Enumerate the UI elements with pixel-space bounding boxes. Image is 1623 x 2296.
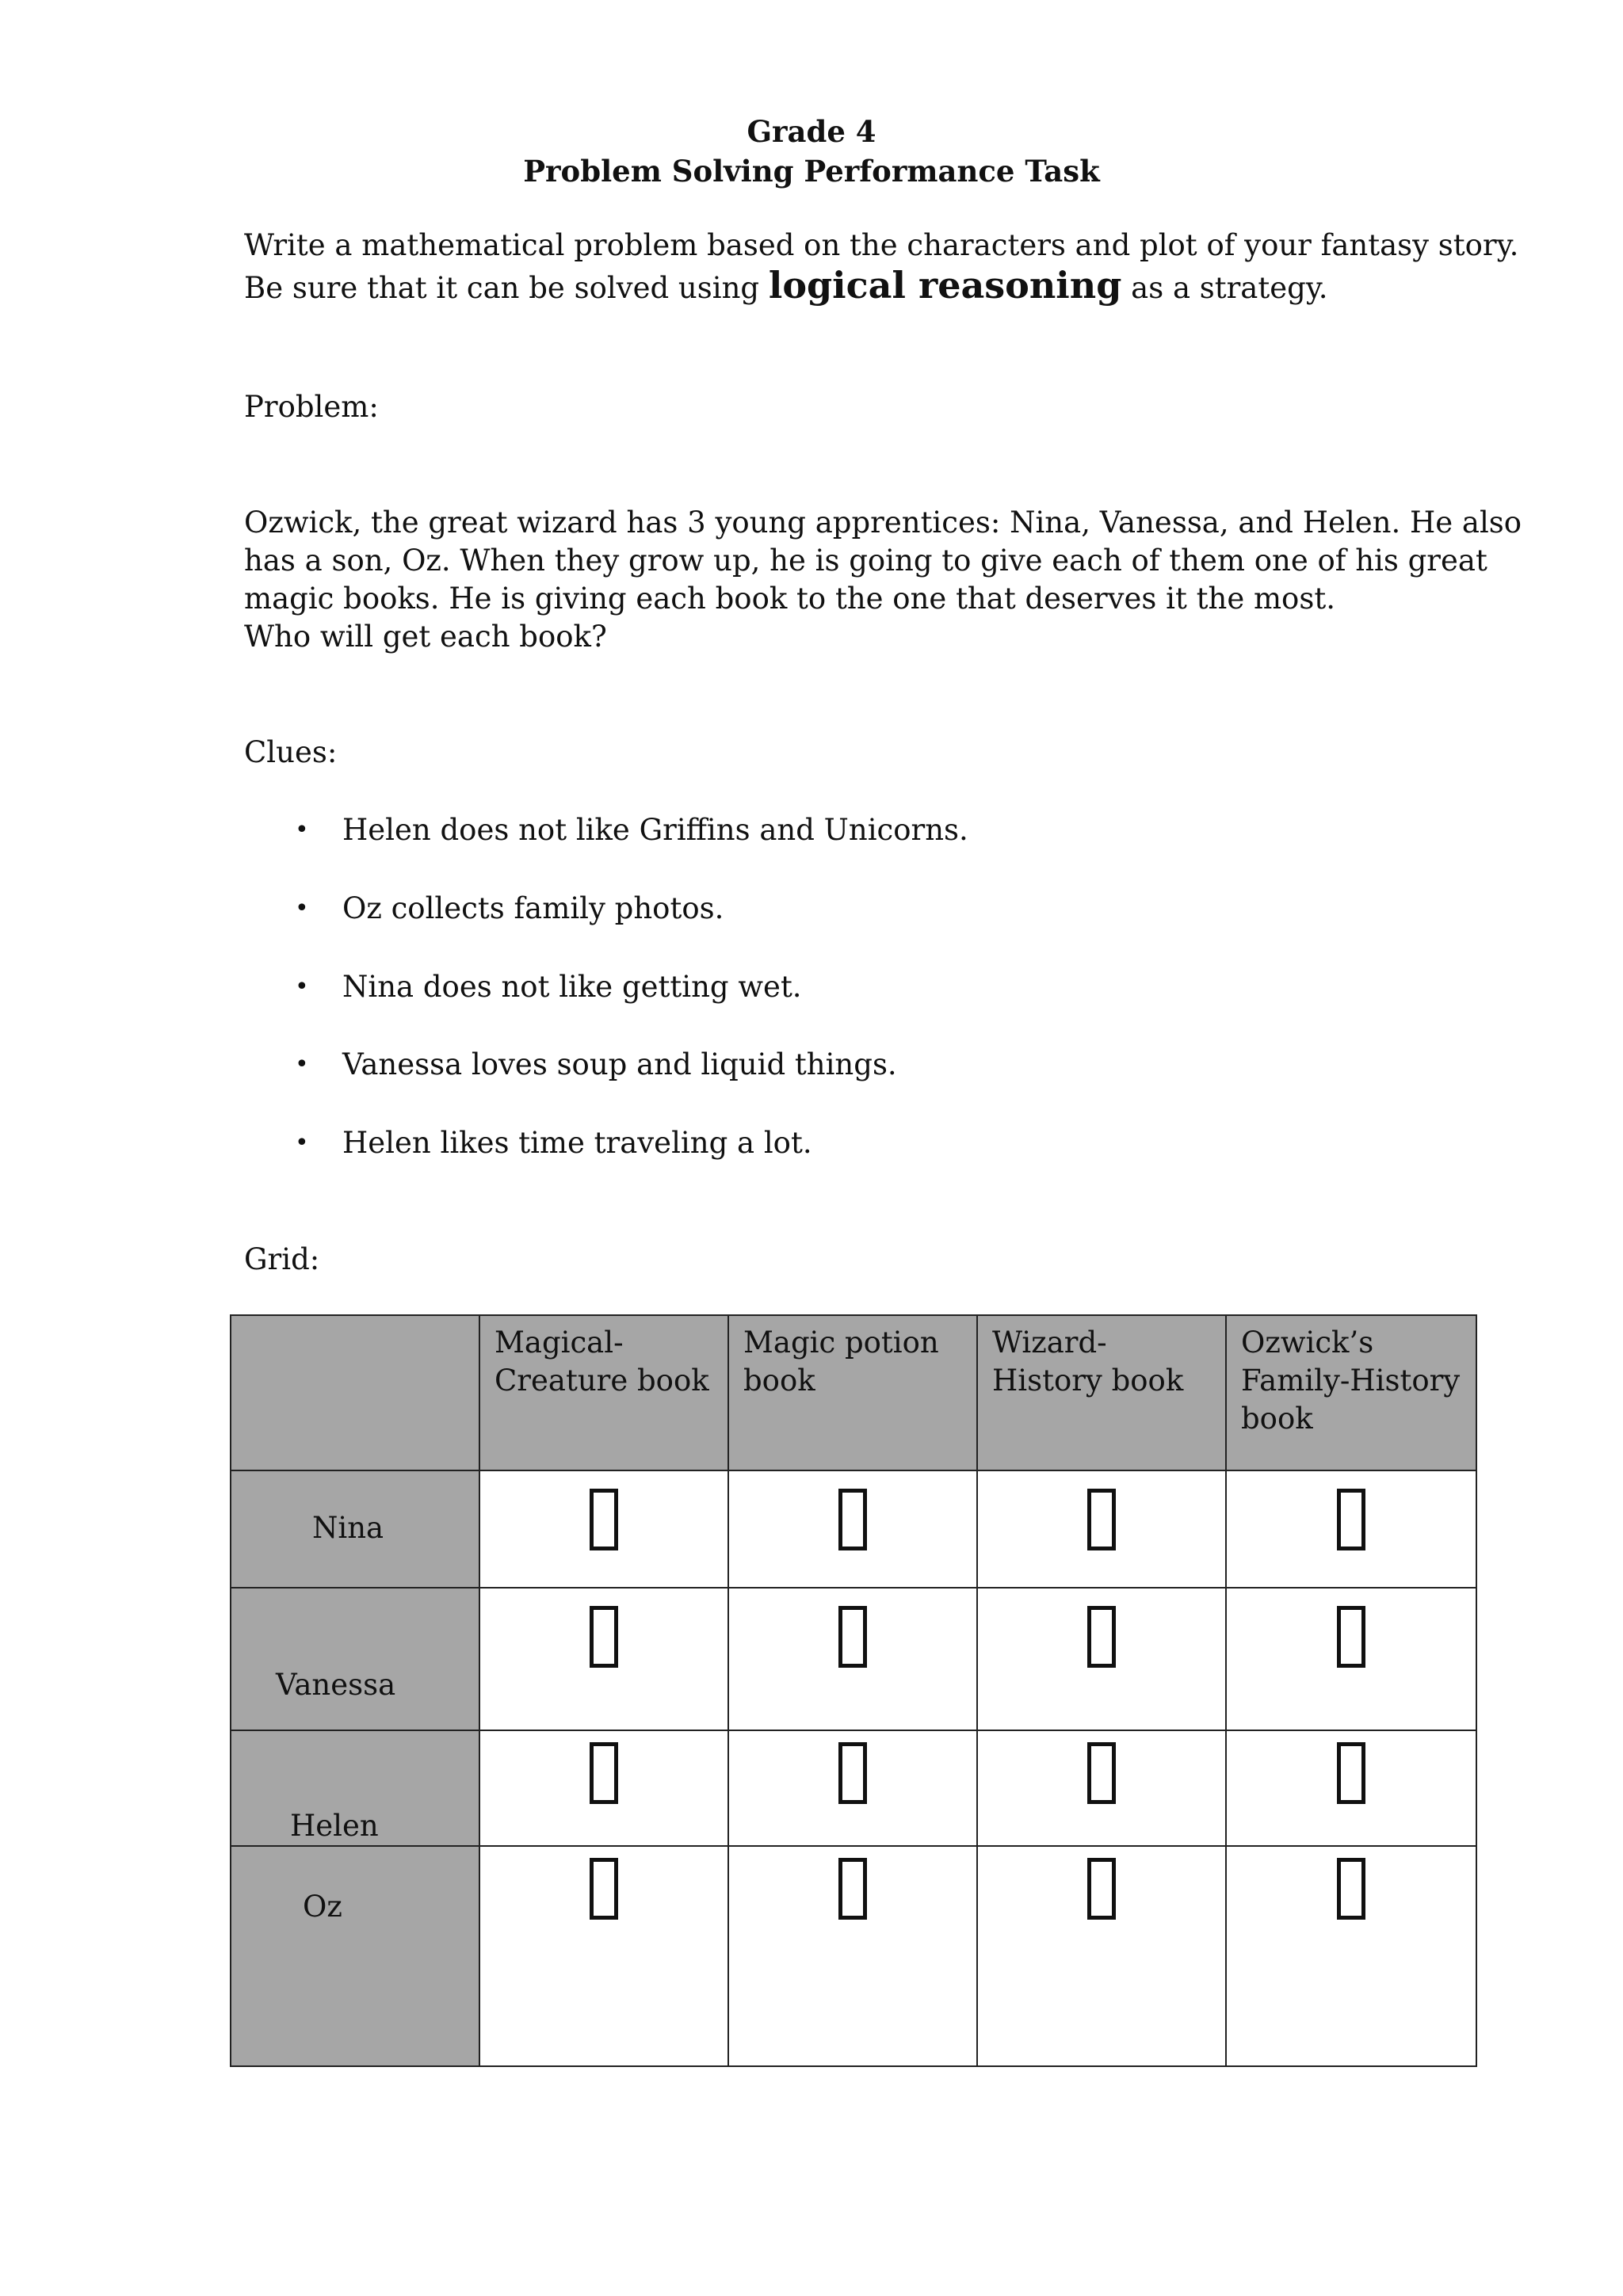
checkbox-box-icon[interactable] [590, 1489, 618, 1550]
grid-row-nina [231, 1470, 1476, 1588]
grid-cell[interactable] [479, 1470, 728, 1588]
grid-cell[interactable] [479, 1588, 728, 1730]
row-header-cell [231, 1730, 479, 1846]
grid-cell[interactable] [479, 1730, 728, 1846]
checkbox-box-icon[interactable] [590, 1742, 618, 1804]
checkbox-box-icon[interactable] [1337, 1858, 1365, 1920]
column-header-family-history: Ozwick’s Family-History book [1226, 1315, 1476, 1470]
instruction-line-2 [244, 266, 1328, 307]
checkbox-box-icon[interactable] [1087, 1742, 1116, 1804]
grid-cell[interactable] [728, 1470, 977, 1588]
clue-item-5: Helen likes time traveling a lot. [342, 1126, 812, 1160]
checkbox-box-icon[interactable] [1087, 1858, 1116, 1920]
grid-cell[interactable] [1226, 1470, 1476, 1588]
bullet-icon: • [295, 816, 309, 844]
column-header-magical-creature: Magical-Creature book [479, 1315, 728, 1470]
clue-item-1: Helen does not like Griffins and Unicorns. [342, 813, 968, 847]
bullet-icon: • [295, 1129, 309, 1157]
row-label-helen: Helen [290, 1809, 379, 1843]
instruction-text-before: Be sure that it can be solved using [244, 271, 769, 305]
checkbox-box-icon[interactable] [838, 1858, 867, 1920]
grid-row-vanessa [231, 1588, 1476, 1730]
checkbox-box-icon[interactable] [590, 1606, 618, 1668]
grid-cell[interactable] [728, 1730, 977, 1846]
row-label-nina: Nina [312, 1511, 384, 1545]
grade-title: Grade 4 [747, 114, 876, 149]
grid-cell[interactable] [977, 1588, 1226, 1730]
bullet-icon: • [295, 894, 309, 922]
problem-line-1: Ozwick, the great wizard has 3 young apprentices: Nina, Vanessa, and Helen. He also [244, 505, 1522, 540]
row-header-cell [231, 1846, 479, 2066]
checkbox-box-icon[interactable] [838, 1489, 867, 1550]
instruction-text-after: as a strategy. [1121, 271, 1328, 305]
grid-row-helen [231, 1730, 1476, 1846]
grid-cell[interactable] [977, 1470, 1226, 1588]
problem-label: Problem: [244, 390, 379, 424]
checkbox-box-icon[interactable] [838, 1742, 867, 1804]
checkbox-box-icon[interactable] [1337, 1606, 1365, 1668]
checkbox-box-icon[interactable] [838, 1606, 867, 1668]
grid-cell[interactable] [977, 1730, 1226, 1846]
task-title: Problem Solving Performance Task [523, 154, 1100, 189]
grid-cell[interactable] [728, 1846, 977, 2066]
grid-cell[interactable] [479, 1846, 728, 2066]
problem-line-4: Who will get each book? [244, 620, 607, 654]
grid-cell[interactable] [1226, 1588, 1476, 1730]
clue-item-2: Oz collects family photos. [342, 891, 724, 925]
clues-label: Clues: [244, 735, 338, 769]
grid-cell[interactable] [728, 1588, 977, 1730]
logical-reasoning-emphasis: logical reasoning [768, 264, 1122, 307]
checkbox-box-icon[interactable] [1337, 1742, 1365, 1804]
row-header-cell [231, 1470, 479, 1588]
grid-label: Grid: [244, 1242, 320, 1276]
grid-header-row [231, 1315, 1476, 1470]
problem-line-3: magic books. He is giving each book to the one that deserves it the most. [244, 582, 1335, 616]
column-header-magic-potion: Magic potion book [728, 1315, 977, 1470]
grid-corner-cell [231, 1315, 479, 1470]
checkbox-box-icon[interactable] [1087, 1606, 1116, 1668]
column-header-wizard-history: Wizard-History book [977, 1315, 1226, 1470]
logic-grid-table [230, 1314, 1477, 2067]
grid-cell[interactable] [977, 1846, 1226, 2066]
grid-cell[interactable] [1226, 1846, 1476, 2066]
bullet-icon: • [295, 973, 309, 1001]
row-header-cell [231, 1588, 479, 1730]
bullet-icon: • [295, 1051, 309, 1078]
row-label-vanessa: Vanessa [276, 1668, 396, 1702]
instruction-line-1: Write a mathematical problem based on the characters and plot of your fantasy story. [244, 228, 1519, 262]
checkbox-box-icon[interactable] [1087, 1489, 1116, 1550]
problem-line-2: has a son, Oz. When they grow up, he is going to give each of them one of his great [244, 543, 1487, 578]
checkbox-box-icon[interactable] [590, 1858, 618, 1920]
clue-item-4: Vanessa loves soup and liquid things. [342, 1047, 897, 1081]
grid-row-oz [231, 1846, 1476, 2066]
checkbox-box-icon[interactable] [1337, 1489, 1365, 1550]
row-label-oz: Oz [303, 1890, 342, 1924]
clue-item-3: Nina does not like getting wet. [342, 970, 802, 1004]
grid-cell[interactable] [1226, 1730, 1476, 1846]
